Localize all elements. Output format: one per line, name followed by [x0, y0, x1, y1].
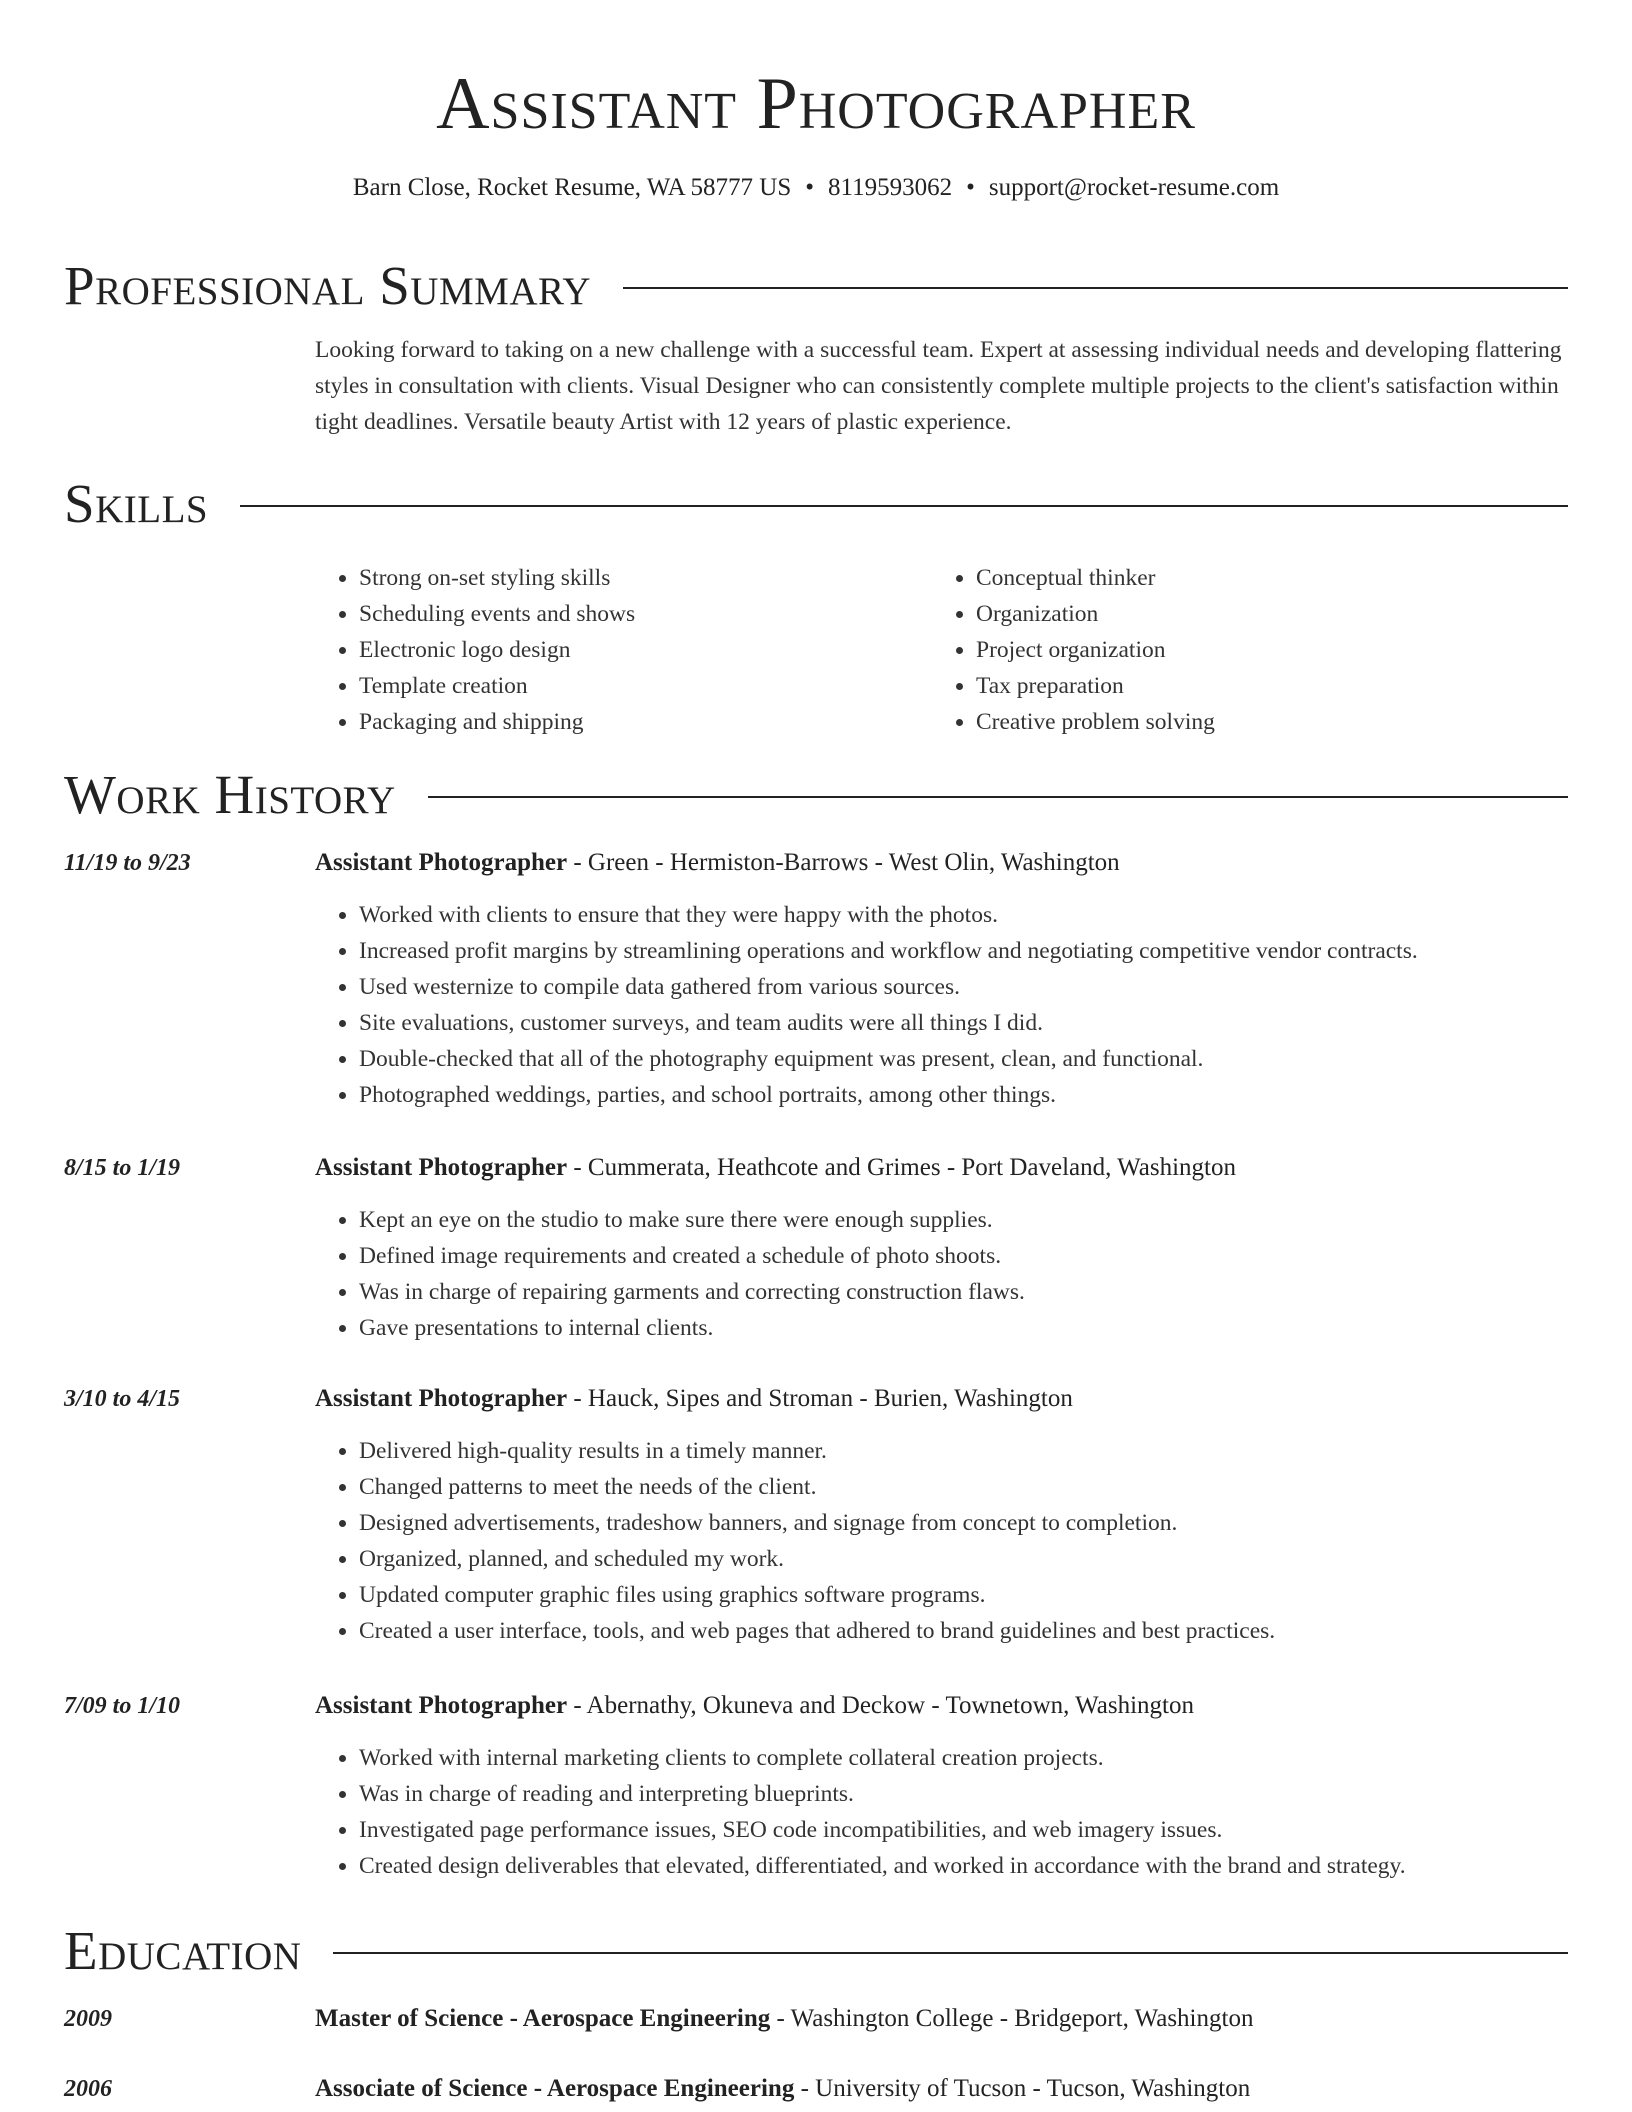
job-title-line: [315, 1150, 1568, 1186]
job-bullet: • Site evaluations, customer surveys, and team audits were all things I did.: [359, 1005, 1568, 1041]
skill-item: • Strong on-set styling skills: [359, 560, 932, 596]
job-bullet: • Used westernize to compile data gathered from various sources.: [359, 969, 1568, 1005]
job-date: 11/19 to 9/23: [64, 850, 191, 876]
skill-item: • Conceptual thinker: [976, 560, 1549, 596]
contact-separator: •: [966, 174, 975, 201]
job-entry: [64, 1688, 1568, 1884]
job-entry: [64, 1381, 1568, 1649]
job-bullets: [315, 1740, 1568, 1884]
job-bullets: [315, 1433, 1568, 1649]
job-bullet: • Updated computer graphic files using graphics software programs.: [359, 1577, 1568, 1613]
skills-section: [64, 472, 1568, 740]
education-entry: [64, 2071, 1568, 2107]
job-bullets: [315, 1202, 1568, 1346]
job-bullet: • Was in charge of repairing garments and correcting construction flaws.: [359, 1274, 1568, 1310]
job-title-line: [315, 1381, 1568, 1417]
section-title-work-history: Work History: [64, 764, 396, 825]
contact-phone: 8119593062: [828, 174, 953, 201]
education-entry: [64, 2001, 1568, 2037]
job-bullet: • Organized, planned, and scheduled my work.: [359, 1541, 1568, 1577]
section-divider: [428, 796, 1568, 798]
job-bullet: • Delivered high-quality results in a timely manner.: [359, 1433, 1568, 1469]
job-bullet: • Changed patterns to meet the needs of the client.: [359, 1469, 1568, 1505]
job-entry: [64, 1150, 1568, 1346]
job-bullet: • Increased profit margins by streamlining operations and workflow and negotiating competitive vendor contracts.: [359, 933, 1568, 969]
job-bullet: • Created a user interface, tools, and web pages that adhered to brand guidelines and best practices.: [359, 1613, 1568, 1649]
section-divider: [333, 1952, 1568, 1954]
section-divider: [240, 505, 1568, 507]
skills-list-right: [932, 560, 1549, 740]
contact-address: Barn Close, Rocket Resume, WA 58777 US: [352, 174, 792, 201]
job-details: - Cummerata, Heathcote and Grimes - Port Daveland, Washington: [567, 1154, 1236, 1181]
section-title-skills: Skills: [64, 473, 209, 534]
job-bullets: [315, 897, 1568, 1113]
job-bullet: • Worked with internal marketing clients to complete collateral creation projects.: [359, 1740, 1568, 1776]
job-title-line: [315, 1688, 1568, 1724]
skill-item: • Scheduling events and shows: [359, 596, 932, 632]
job-bullet: • Designed advertisements, tradeshow banners, and signage from concept to completion.: [359, 1505, 1568, 1541]
job-date: 3/10 to 4/15: [64, 1386, 181, 1412]
skill-item: • Electronic logo design: [359, 632, 932, 668]
education-degree: Associate of Science - Aerospace Engineering: [315, 2075, 795, 2102]
education-details: - University of Tucson - Tucson, Washington: [794, 2075, 1251, 2102]
job-details: - Abernathy, Okuneva and Deckow - Townetown, Washington: [567, 1692, 1194, 1719]
skill-item: • Template creation: [359, 668, 932, 704]
resume-name: Assistant Photographer: [436, 63, 1196, 145]
skills-list-left: [315, 560, 932, 740]
job-bullet: • Gave presentations to internal clients.: [359, 1310, 1568, 1346]
summary-text: Looking forward to taking on a new challenge with a successful team. Expert at assessing individual needs and developing flattering styles in consultation with clients. Visual Designer who can consistently complete multiple projects to the client's satisfaction within tight deadlines. Versatile beauty Artist with 12 years of plastic experience.: [315, 337, 1562, 435]
job-title: Assistant Photographer: [315, 1692, 568, 1719]
contact-email: support@rocket-resume.com: [988, 174, 1280, 201]
section-header: [64, 1919, 1568, 1983]
education-details: - Washington College - Bridgeport, Washington: [770, 2005, 1254, 2032]
job-bullet: • Worked with clients to ensure that they were happy with the photos.: [359, 897, 1568, 933]
contact-separator: •: [805, 174, 815, 201]
job-details: - Hauck, Sipes and Stroman - Burien, Washington: [567, 1385, 1073, 1412]
job-date: 7/09 to 1/10: [64, 1693, 181, 1719]
job-title: Assistant Photographer: [315, 1154, 568, 1181]
section-header: [64, 763, 1568, 827]
skills-columns: [315, 560, 1568, 740]
education-date: 2009: [64, 2006, 112, 2032]
section-title-summary: Professional Summary: [64, 255, 592, 316]
job-bullet: • Double-checked that all of the photography equipment was present, clean, and functional.: [359, 1041, 1568, 1077]
job-date: 8/15 to 1/19: [64, 1155, 181, 1181]
education-line: [315, 2071, 1568, 2107]
job-title-line: [315, 845, 1568, 881]
skill-item: • Organization: [976, 596, 1549, 632]
work-history-section: [64, 763, 1568, 827]
section-divider: [623, 287, 1568, 289]
section-header: [64, 472, 1568, 536]
skill-item: • Project organization: [976, 632, 1549, 668]
skill-item: • Creative problem solving: [976, 704, 1549, 740]
contact-line: [0, 170, 1632, 206]
education-date: 2006: [64, 2076, 112, 2102]
job-bullet: • Photographed weddings, parties, and school portraits, among other things.: [359, 1077, 1568, 1113]
job-details: - Green - Hermiston-Barrows - West Olin, Washington: [567, 849, 1120, 876]
section-header: [64, 254, 1568, 318]
job-bullet: • Defined image requirements and created a schedule of photo shoots.: [359, 1238, 1568, 1274]
summary-section: [64, 254, 1568, 440]
education-section: [64, 1919, 1568, 1983]
job-bullet: • Created design deliverables that elevated, differentiated, and worked in accordance with the brand and strategy.: [359, 1848, 1568, 1884]
skill-item: • Tax preparation: [976, 668, 1549, 704]
education-line: [315, 2001, 1568, 2037]
job-bullet: • Investigated page performance issues, SEO code incompatibilities, and web imagery issues.: [359, 1812, 1568, 1848]
job-bullet: • Was in charge of reading and interpreting blueprints.: [359, 1776, 1568, 1812]
job-bullet: • Kept an eye on the studio to make sure there were enough supplies.: [359, 1202, 1568, 1238]
job-entry: [64, 845, 1568, 1113]
education-degree: Master of Science - Aerospace Engineering: [315, 2005, 771, 2032]
skill-item: • Packaging and shipping: [359, 704, 932, 740]
job-title: Assistant Photographer: [315, 849, 568, 876]
job-title: Assistant Photographer: [315, 1385, 568, 1412]
section-title-education: Education: [64, 1920, 302, 1981]
